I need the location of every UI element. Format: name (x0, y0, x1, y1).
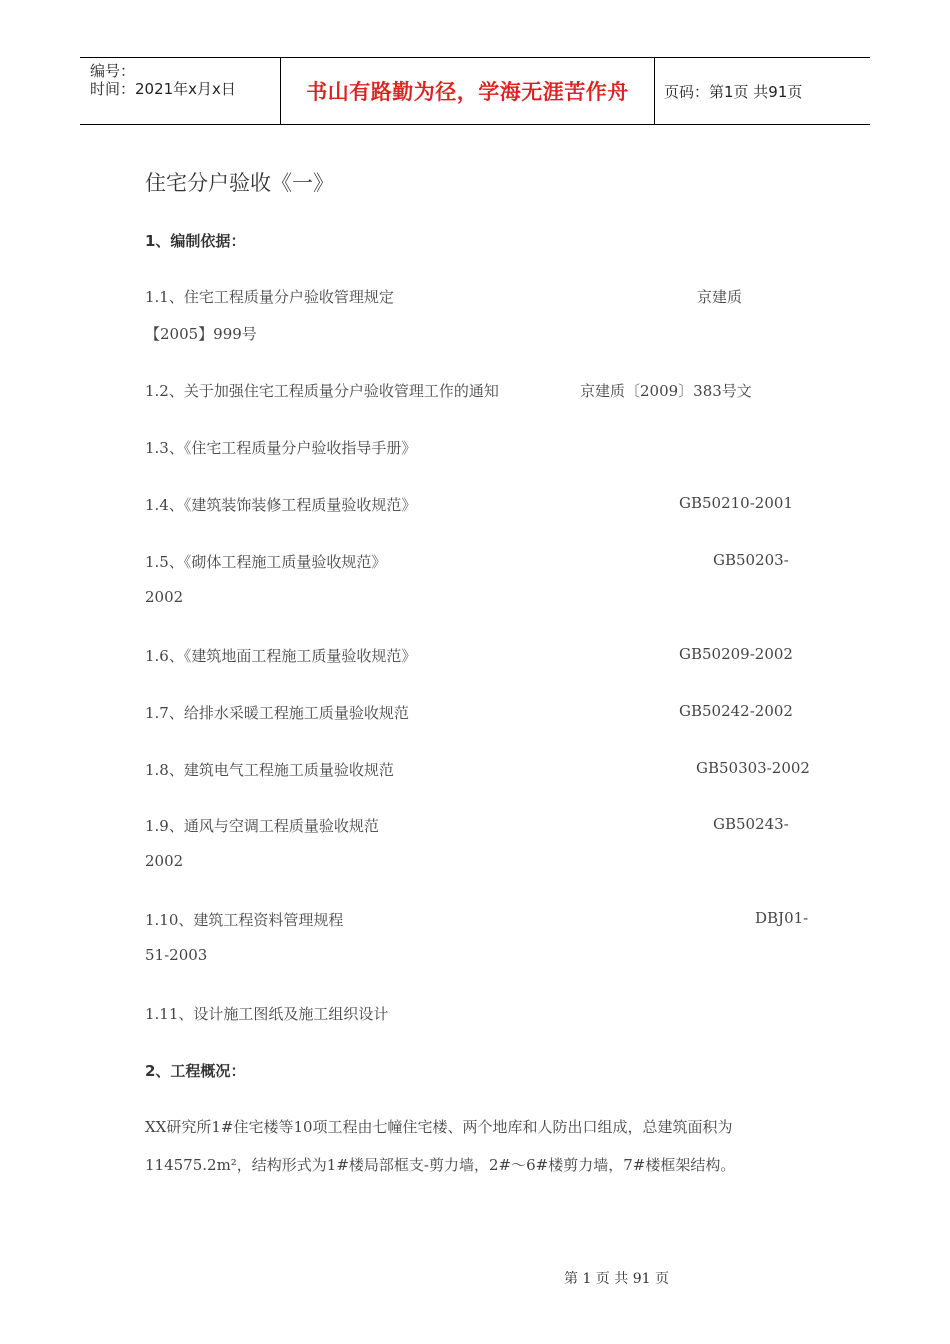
basis-item-1-1-cont: 【2005】999号 (145, 325, 257, 343)
basis-item-1-9: 1.9、通风与空调工程质量验收规范 (145, 817, 379, 835)
basis-item-1-7: 1.7、给排水采暖工程施工质量验收规范 (145, 704, 409, 722)
page-header (80, 57, 870, 125)
header-meta (80, 58, 281, 124)
page-footer: 第 1 页 共 91 页 (564, 1271, 669, 1287)
basis-item-1-9-cont: 2002 (145, 852, 184, 870)
basis-item-1-6: 1.6、《建筑地面工程施工质量验收规范》 (145, 647, 417, 665)
basis-item-1-6-code: GB50209-2002 (679, 645, 793, 663)
basis-item-1-4-code: GB50210-2001 (679, 494, 793, 512)
basis-item-1-1-code: 京建质 (697, 288, 743, 306)
document-title: 住宅分户验收《一》 (145, 171, 334, 195)
overview-line-1: XX研究所1#住宅楼等10项工程由七幢住宅楼、两个地库和人防出口组成，总建筑面积为 (145, 1118, 733, 1136)
basis-item-1-1: 1.1、住宅工程质量分户验收管理规定 (145, 288, 394, 306)
basis-item-1-5-cont: 2002 (145, 588, 184, 606)
basis-item-1-2-code: 京建质〔2009〕383号文 (580, 382, 752, 400)
number-label: 编号： (90, 62, 136, 80)
basis-item-1-7-code: GB50242-2002 (679, 702, 793, 720)
section-heading-basis: 1、编制依据： (145, 232, 246, 250)
basis-item-1-11: 1.11、设计施工图纸及施工组织设计 (145, 1005, 389, 1023)
header-motto-cell (281, 58, 655, 124)
basis-item-1-8: 1.8、建筑电气工程施工质量验收规范 (145, 761, 394, 779)
time-label: 时间：2021年x月x日 (90, 80, 236, 98)
basis-item-1-10-cont: 51-2003 (145, 946, 208, 964)
basis-item-1-10: 1.10、建筑工程资料管理规程 (145, 911, 344, 929)
header-page-cell (655, 58, 870, 124)
page-label: 页码：第1页 共91页 (664, 82, 803, 101)
basis-item-1-3: 1.3、《住宅工程质量分户验收指导手册》 (145, 439, 417, 457)
motto: 书山有路勤为径，学海无涯苦作舟 (306, 80, 629, 104)
basis-item-1-4: 1.4、《建筑装饰装修工程质量验收规范》 (145, 496, 417, 514)
basis-item-1-2: 1.2、关于加强住宅工程质量分户验收管理工作的通知 (145, 382, 499, 400)
overview-line-2: 114575.2m²，结构形式为1#楼局部框支-剪力墙，2#～6#楼剪力墙，7#楼框架结构。 (145, 1156, 736, 1174)
basis-item-1-5-code: GB50203- (713, 551, 789, 569)
basis-item-1-8-code: GB50303-2002 (696, 759, 810, 777)
basis-item-1-10-code: DBJ01- (755, 909, 809, 927)
basis-item-1-5: 1.5、《砌体工程施工质量验收规范》 (145, 553, 387, 571)
section-heading-overview: 2、工程概况： (145, 1062, 246, 1080)
basis-item-1-9-code: GB50243- (713, 815, 789, 833)
